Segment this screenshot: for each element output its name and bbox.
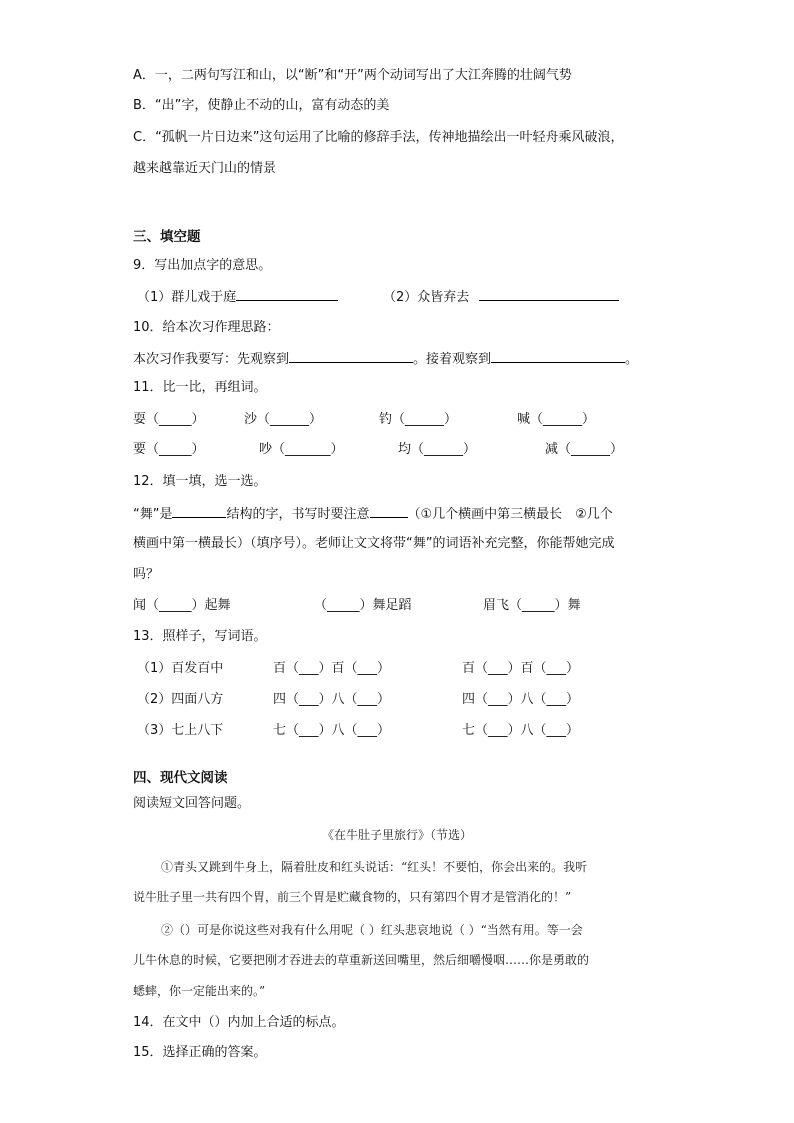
reading-intro: 阅读短文回答问题。: [133, 796, 251, 811]
q13-answer: 百（___）百（___）: [273, 661, 391, 676]
answer-blank[interactable]: [479, 286, 619, 301]
q11-word: 要（_____）: [133, 442, 205, 457]
question-12-title: 12．填一填，选一选。: [133, 474, 267, 489]
section-heading-fill-in: 三、填空题: [133, 229, 201, 245]
passage-title: 《在牛肚子里旅行》（节选）: [321, 828, 472, 842]
q13-answer: 百（___）百（___）: [462, 661, 580, 676]
answer-blank[interactable]: [236, 286, 338, 301]
question-11-title: 11．比一比，再组词。: [133, 380, 267, 395]
passage-p2-line3: 蟋蟀，你一定能出来的。”: [133, 984, 266, 998]
q10-text-b: 。接着观察到: [413, 352, 492, 367]
section-heading-reading: 四、现代文阅读: [133, 770, 228, 786]
q13-answer: 四（___）八（___）: [273, 692, 391, 707]
q11-word: 钓（______）: [379, 412, 458, 427]
question-12-line1: [133, 503, 613, 525]
q12-word: （_____）舞足蹈: [314, 598, 412, 613]
answer-blank[interactable]: [289, 348, 413, 363]
answer-blank[interactable]: [172, 503, 226, 518]
question-15-title: 15．选择正确的答案。: [133, 1045, 267, 1060]
q11-word: 吵（_______）: [259, 442, 344, 457]
passage-p2-line2: 儿牛休息的时候，它要把刚才吞进去的草重新送回嘴里，然后细嚼慢咽……你是勇敢的: [133, 953, 590, 967]
option-a: A．一，二两句写江和山，以“断”和“开”两个动词写出了大江奔腾的壮阔气势: [133, 68, 572, 83]
q12-text-a: “舞”是: [133, 507, 173, 522]
q10-text-a: 本次习作我要写：先观察到: [133, 352, 290, 367]
q12-word: 眉飞（_____）舞: [483, 598, 581, 613]
q12-text-b: 结构的字，书写时要注意: [226, 507, 370, 522]
passage-p1-line2: 说牛肚子里一共有四个胃，前三个胃是贮藏食物的，只有第四个胃才是管消化的！”: [133, 890, 572, 904]
question-14-title: 14．在文中（）内加上合适的标点。: [133, 1015, 345, 1030]
q13-answer: 七（___）八（___）: [273, 723, 391, 738]
q12-word: 闻（_____）起舞: [133, 598, 231, 613]
passage-p2-line1: ②（）可是你说这些对我有什么用呢（ ）红头悲哀地说（ ）“当然有用。等一会: [161, 923, 583, 937]
q13-answer: 七（___）八（___）: [462, 723, 580, 738]
option-c-line1: C．“孤帆一片日边来”这句运用了比喻的修辞手法，传神地描绘出一叶轻舟乘风破浪，: [133, 130, 624, 145]
question-12-line2: 横画中第一横最长）（填序号）。老师让文文将带“舞”的词语补充完整，你能帮她完成: [133, 536, 615, 551]
q11-word: 喊（______）: [517, 412, 596, 427]
q11-word: 沙（______）: [244, 412, 323, 427]
question-9-item-2: [383, 286, 619, 308]
q13-example: （1）百发百中: [137, 661, 224, 676]
q9-item1-text: （1）群儿戏于庭: [137, 290, 237, 305]
question-10-title: 10．给本次习作理思路：: [133, 320, 280, 335]
question-12-line3: 吗？: [133, 567, 160, 582]
question-10-line: [133, 348, 638, 370]
q11-word: 均（______）: [398, 442, 477, 457]
q13-example: （3）七上八下: [137, 723, 224, 738]
option-b: B．“出”字，使静止不动的山，富有动态的美: [133, 98, 390, 113]
q11-word: 耍（_____）: [133, 412, 205, 427]
answer-blank[interactable]: [491, 348, 625, 363]
q10-text-c: 。: [625, 352, 639, 367]
q11-word: 减（______）: [545, 442, 624, 457]
question-9-title: 9．写出加点字的意思。: [133, 258, 272, 273]
question-13-title: 13．照样子，写词语。: [133, 629, 267, 644]
question-9-item-1: [137, 286, 338, 308]
q12-text-c: （①几个横画中第三横最长 ②几个: [407, 507, 613, 522]
q13-example: （2）四面八方: [137, 692, 224, 707]
q9-item2-text: （2）众皆弃去: [383, 290, 470, 305]
option-c-line2: 越来越靠近天门山的情景: [133, 161, 277, 176]
q13-answer: 四（___）八（___）: [462, 692, 580, 707]
answer-blank[interactable]: [370, 503, 408, 518]
passage-p1-line1: ①青头又跳到牛身上，隔着肚皮和红头说话：“红头！不要怕，你会出来的。我听: [161, 860, 588, 874]
